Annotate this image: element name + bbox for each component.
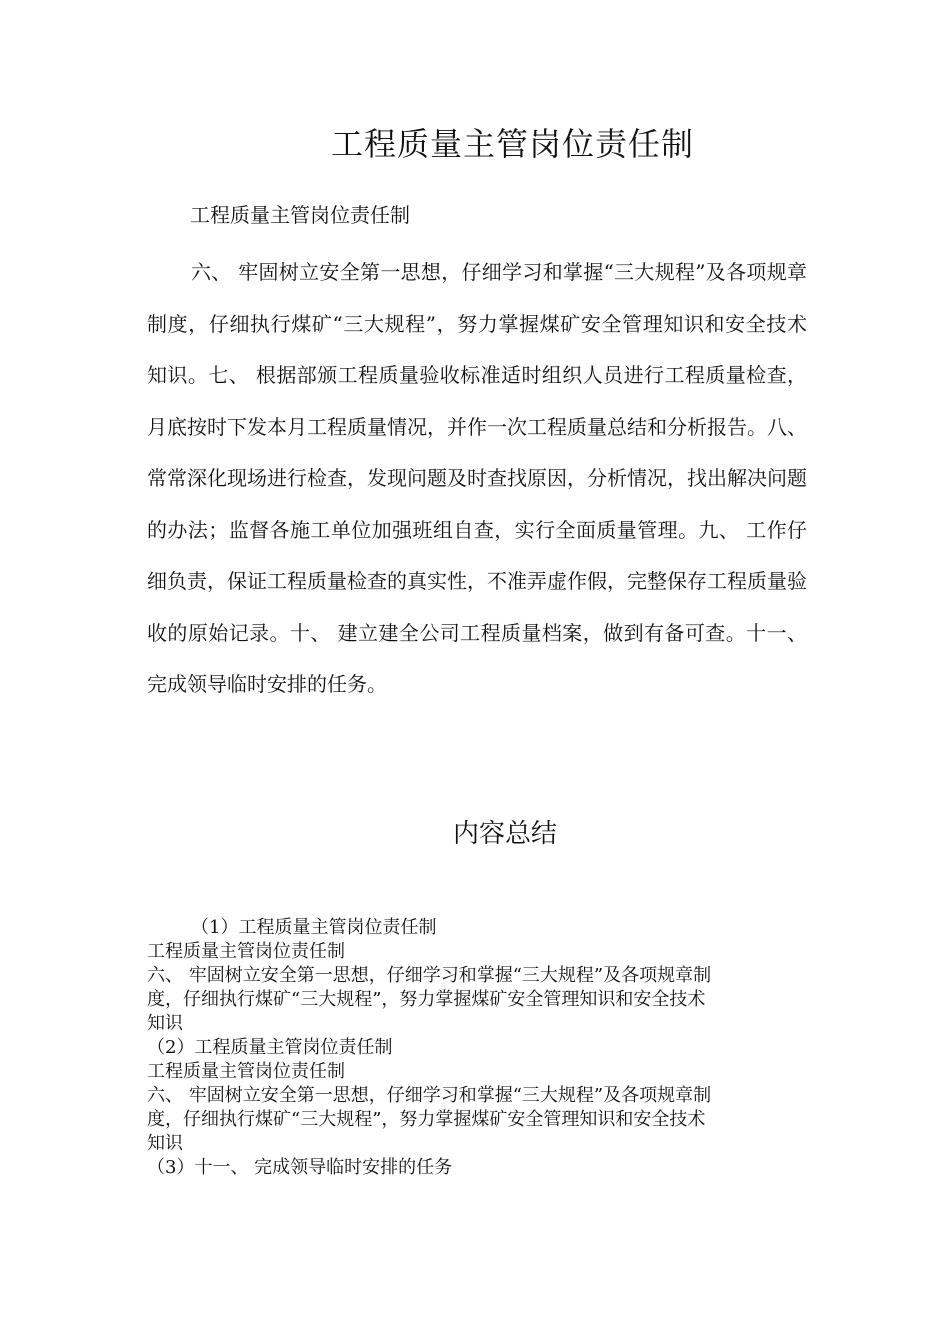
document-title: 工程质量主管岗位责任制: [330, 125, 694, 163]
summary-line: 度，仔细执行煤矿“三大规程”，努力掌握煤矿安全管理知识和安全技术: [147, 989, 706, 1010]
summary-line: 知识: [147, 1133, 183, 1154]
summary-line: 度，仔细执行煤矿“三大规程”，努力掌握煤矿安全管理知识和安全技术: [147, 1109, 706, 1130]
summary-section: [147, 916, 797, 1180]
document-subtitle: 工程质量主管岗位责任制: [190, 203, 410, 227]
summary-line: 六、 牢固树立安全第一思想，仔细学习和掌握“三大规程”及各项规章制: [147, 965, 712, 986]
summary-line: （2）工程质量主管岗位责任制: [147, 1037, 393, 1058]
summary-line: （1）工程质量主管岗位责任制: [191, 917, 437, 938]
summary-line: 知识: [147, 1013, 183, 1034]
summary-line: 工程质量主管岗位责任制: [147, 941, 345, 962]
document-body-paragraph: 六、 牢固树立安全第一思想，仔细学习和掌握“三大规程”及各项规章制度，仔细执行煤矿“三大规程”，努力掌握煤矿安全管理知识和安全技术知识。七、 根据部颁工程质量验收标准适时组织人员进行工程质量检查，月底按时下发本月工程质量情况，并作一次工程质量总结和分析报告。八、 常常深化现场进行检查，发现问题及时查找原因，分析情况，找出解决问题的办法；监督各施工单位加强班组自查，实行全面质量管理。九、 工作仔细负责，保证工程质量检查的真实性，不准弄虚作假，完整保存工程质量验收的原始记录。十、 建立建全公司工程质量档案，做到有备可查。十一、 完成领导临时安排的任务。: [147, 260, 807, 696]
summary-heading: 内容总结: [452, 819, 557, 849]
summary-line: 工程质量主管岗位责任制: [147, 1061, 345, 1082]
summary-line: （3）十一、 完成领导临时安排的任务: [147, 1157, 453, 1178]
summary-line: 六、 牢固树立安全第一思想，仔细学习和掌握“三大规程”及各项规章制: [147, 1085, 712, 1106]
